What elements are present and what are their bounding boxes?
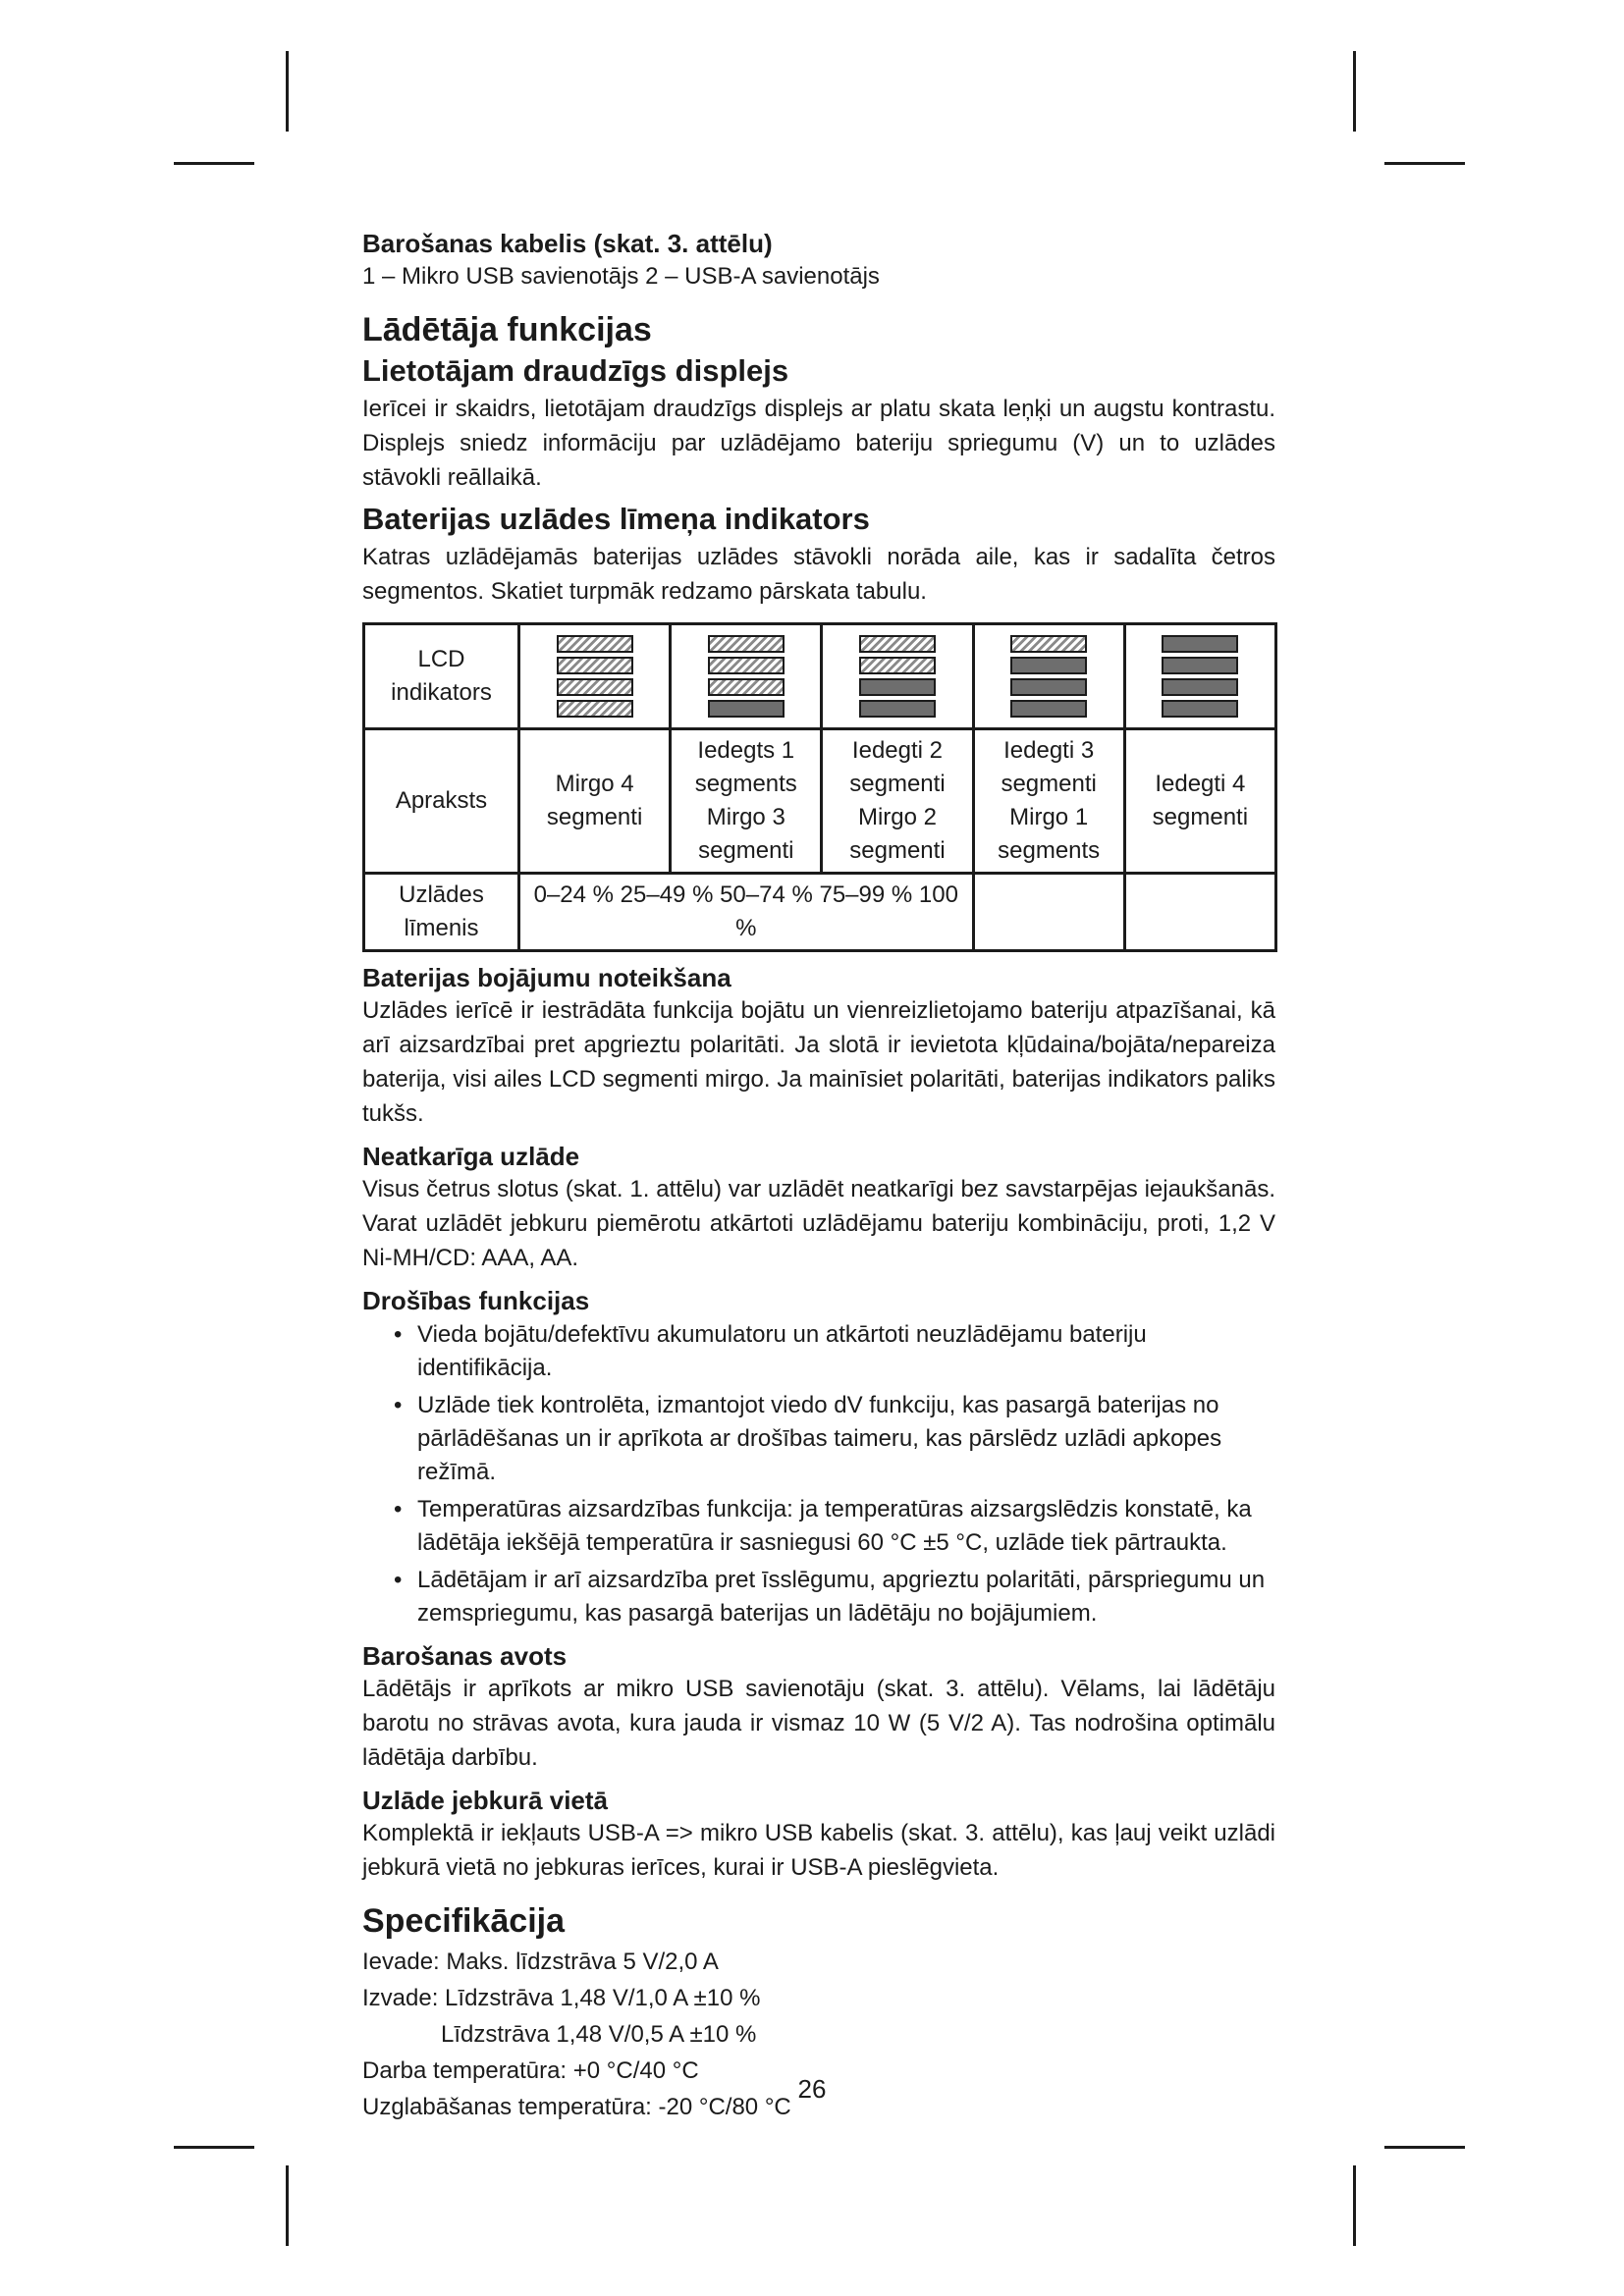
- list-item: • Lādētājam ir arī aizsardzība pret īsslēgumu, apgrieztu polaritāti, pārspriegumu un zemspriegumu, kas pasargā baterijas un lādētāju no bojājumiem.: [394, 1567, 1266, 1627]
- lcd-cell: [822, 624, 973, 729]
- spec-input: Ievade: Maks. līdzstrāva 5 V/2,0 A: [362, 1949, 719, 1975]
- row-label-lcd: LCD indikators: [364, 624, 519, 729]
- independent-heading: Neatkarīga uzlāde: [362, 1142, 580, 1171]
- lcd-indicator-table: [362, 622, 1277, 952]
- table-row: [364, 874, 1276, 951]
- battery-icon: [708, 629, 785, 723]
- table-row: [364, 624, 1276, 729]
- desc-cell: Iedegti 2 segmenti Mirgo 2 segmenti: [822, 729, 973, 874]
- crop-mark: [1353, 2165, 1356, 2246]
- safety-list: [362, 1318, 1275, 1630]
- lcd-cell: [973, 624, 1124, 729]
- indicator-heading: Baterijas uzlādes līmeņa indikators: [362, 502, 870, 536]
- battery-icon: [1162, 629, 1238, 723]
- level-cell-empty: [1124, 874, 1275, 951]
- spec-storage-temp: Uzglabāšanas temperatūra: -20 °C/80 °C: [362, 2094, 791, 2120]
- battery-icon: [1010, 629, 1087, 723]
- list-item: • Vieda bojātu/defektīvu akumulatoru un atkārtoti neuzlādējamu bateriju identifikācija.: [394, 1321, 1147, 1381]
- crop-mark: [174, 2146, 254, 2149]
- spec-operating-temp: Darba temperatūra: +0 °C/40 °C: [362, 2057, 699, 2084]
- functions-heading: Lādētāja funkcijas: [362, 311, 652, 348]
- spec-output-2: Līdzstrāva 1,48 V/0,5 A ±10 %: [441, 2021, 757, 2048]
- crop-mark: [1353, 51, 1356, 132]
- indicator-text: Katras uzlādējamās baterijas uzlādes stāvokli norāda aile, kas ir sadalīta četros segmentos. Skatiet turpmāk redzamo pārskata tabulu.: [362, 544, 1275, 605]
- table-row: [364, 729, 1276, 874]
- lcd-cell: [519, 624, 671, 729]
- power-cable-text: 1 – Mikro USB savienotājs 2 – USB-A savienotājs: [362, 263, 880, 290]
- power-source-text: Lādētājs ir aprīkots ar mikro USB savienotāju (skat. 3. attēlu). Vēlams, lai lādētāju barotu no strāvas avota, kura jauda ir vismaz 10 W (5 V/2 A). Tas nodrošina optimālu lādētāja darbību.: [362, 1676, 1275, 1771]
- power-cable-heading: Barošanas kabelis (skat. 3. attēlu): [362, 229, 773, 258]
- desc-cell: Iedegti 3 segmenti Mirgo 1 segments: [973, 729, 1124, 874]
- list-item: • Temperatūras aizsardzības funkcija: ja temperatūras aizsargslēdzis konstatē, ka lādētāja iekšējā temperatūra ir sasniegusi 60 °C ±5 °C, uzlāde tiek pārtraukta.: [394, 1496, 1252, 1556]
- independent-text: Visus četrus slotus (skat. 1. attēlu) var uzlādēt neatkarīgi bez savstarpējas iejaukšanās. Varat uzlādēt jebkuru piemērotu atkārtoti uzlādējamu bateriju kombināciju, proti, 1,2 V Ni-MH/CD: AAA, AA.: [362, 1176, 1275, 1271]
- damage-text: Uzlādes ierīcē ir iestrādāta funkcija bojātu un vienreizlietojamo bateriju atpazīšanai, kā arī aizsardzībai pret apgrieztu polaritāti. Ja slotā ir ievietota kļūdaina/bojāta/nepareiza baterija, visi ailes LCD segmenti mirgo. Ja mainīsiet polaritāti, baterijas indikators paliks tukšs.: [362, 997, 1275, 1127]
- level-cell: 0–24 % 25–49 % 50–74 % 75–99 % 100 %: [519, 874, 974, 951]
- desc-cell: Iedegts 1 segments Mirgo 3 segmenti: [671, 729, 822, 874]
- level-cell-empty: [973, 874, 1124, 951]
- lcd-cell: [671, 624, 822, 729]
- power-source-heading: Barošanas avots: [362, 1641, 568, 1671]
- list-item: • Uzlāde tiek kontrolēta, izmantojot viedo dV funkciju, kas pasargā baterijas no pārlādēšanas un ir aprīkota ar drošības taimeru, kas pārslēdz uzlādi apkopes režīmā.: [394, 1392, 1222, 1485]
- anywhere-text: Komplektā ir iekļauts USB-A => mikro USB kabelis (skat. 3. attēlu), kas ļauj veikt uzlādi jebkurā vietā no jebkuras ierīces, kurai ir USB-A pieslēgvieta.: [362, 1820, 1275, 1881]
- crop-mark: [286, 51, 289, 132]
- anywhere-heading: Uzlāde jebkurā vietā: [362, 1786, 608, 1815]
- lcd-cell: [1124, 624, 1275, 729]
- spec-heading: Specifikācija: [362, 1902, 566, 1940]
- page-number: 26: [797, 2074, 827, 2104]
- row-label-desc: Apraksts: [364, 729, 519, 874]
- page-content: [362, 228, 1275, 2125]
- damage-heading: Baterijas bojājumu noteikšana: [362, 963, 731, 992]
- crop-mark: [1384, 162, 1465, 165]
- display-text: Ierīcei ir skaidrs, lietotājam draudzīgs displejs ar platu skata leņķi un augstu kontrastu. Displejs sniedz informāciju par uzlādējamo bateriju spriegumu (V) un to uzlādes stāvokli reāllaikā.: [362, 396, 1275, 491]
- row-label-level: Uzlādes līmenis: [364, 874, 519, 951]
- display-heading: Lietotājam draudzīgs displejs: [362, 353, 789, 388]
- spec-output-1: Izvade: Līdzstrāva 1,48 V/1,0 A ±10 %: [362, 1985, 761, 2011]
- crop-mark: [174, 162, 254, 165]
- crop-mark: [1384, 2146, 1465, 2149]
- desc-cell: Mirgo 4 segmenti: [519, 729, 671, 874]
- crop-mark: [286, 2165, 289, 2246]
- battery-icon: [557, 629, 633, 723]
- battery-icon: [859, 629, 936, 723]
- safety-heading: Drošības funkcijas: [362, 1286, 590, 1315]
- desc-cell: Iedegti 4 segmenti: [1124, 729, 1275, 874]
